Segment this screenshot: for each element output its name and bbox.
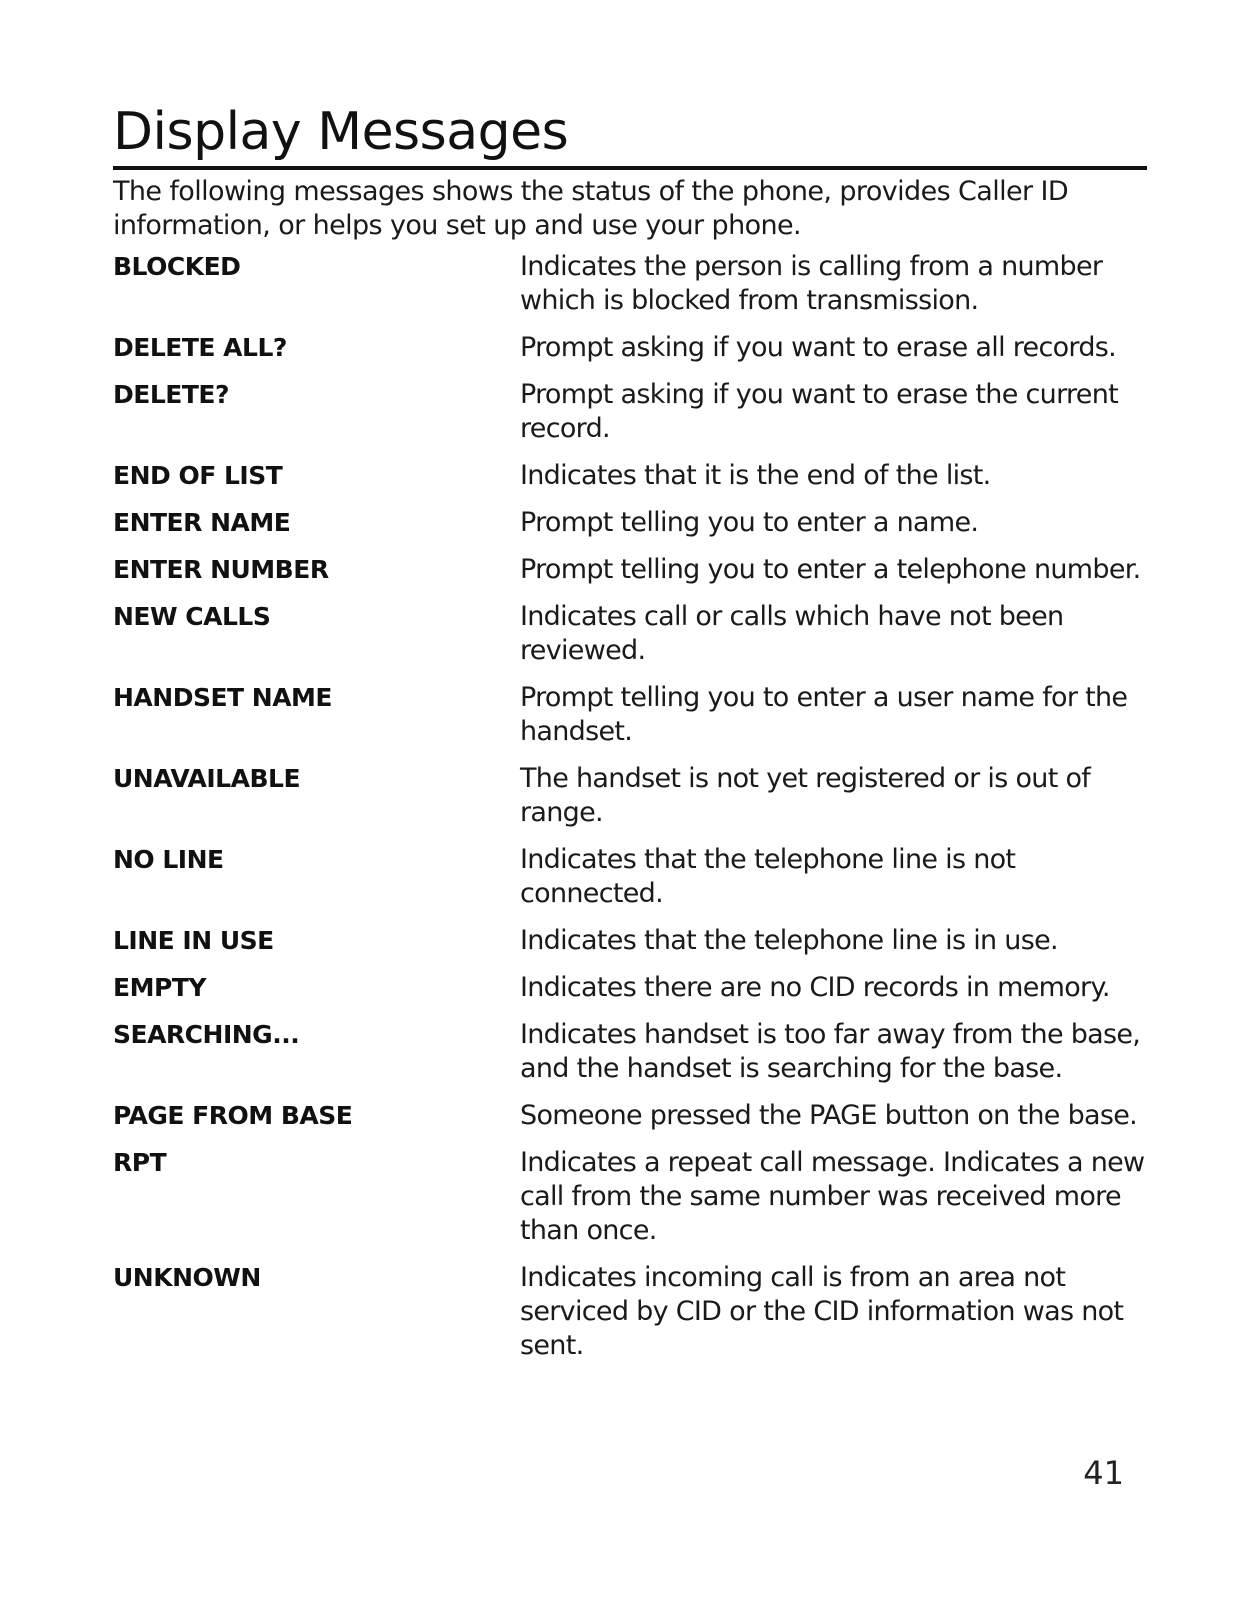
page-title: Display Messages bbox=[113, 102, 569, 162]
message-description: Prompt telling you to enter a name. bbox=[520, 507, 979, 538]
message-description: Indicates call or calls which have not been reviewed. bbox=[520, 601, 1064, 666]
message-row bbox=[113, 1146, 1153, 1248]
message-term: DELETE? bbox=[113, 380, 229, 409]
message-description: Indicates the person is calling from a number which is blocked from transmission. bbox=[520, 251, 1103, 316]
intro-paragraph: The following messages shows the status of the phone, provides Caller ID information, or helps you set up and use your phone. bbox=[113, 176, 1069, 241]
message-term: END OF LIST bbox=[113, 461, 283, 490]
message-term: DELETE ALL? bbox=[113, 333, 287, 362]
message-term: ENTER NUMBER bbox=[113, 555, 329, 584]
page-number: 41 bbox=[1083, 1454, 1124, 1492]
message-row bbox=[113, 378, 1153, 446]
message-description: Prompt telling you to enter a user name for the handset. bbox=[520, 682, 1128, 747]
message-term: NEW CALLS bbox=[113, 602, 271, 631]
message-description: Prompt telling you to enter a telephone number. bbox=[520, 554, 1141, 585]
message-row bbox=[113, 331, 1153, 365]
message-row bbox=[113, 600, 1153, 668]
message-row bbox=[113, 250, 1153, 318]
message-description: Someone pressed the PAGE button on the base. bbox=[520, 1100, 1138, 1131]
message-row bbox=[113, 1018, 1153, 1086]
message-description: Prompt asking if you want to erase the current record. bbox=[520, 379, 1119, 444]
message-term: BLOCKED bbox=[113, 252, 241, 281]
message-row bbox=[113, 506, 1153, 540]
display-messages-list bbox=[113, 250, 1153, 1376]
message-row bbox=[113, 762, 1153, 830]
title-underline bbox=[113, 166, 1147, 170]
message-term: EMPTY bbox=[113, 973, 206, 1002]
message-row bbox=[113, 1099, 1153, 1133]
message-term: NO LINE bbox=[113, 845, 224, 874]
message-description: The handset is not yet registered or is out of range. bbox=[520, 763, 1091, 828]
message-term: RPT bbox=[113, 1148, 167, 1177]
message-term: UNAVAILABLE bbox=[113, 764, 301, 793]
message-term: ENTER NAME bbox=[113, 508, 291, 537]
message-term: PAGE FROM BASE bbox=[113, 1101, 353, 1130]
message-description: Indicates that it is the end of the list. bbox=[520, 460, 991, 491]
message-description: Indicates incoming call is from an area not serviced by CID or the CID information was not sent. bbox=[520, 1262, 1124, 1361]
message-row bbox=[113, 553, 1153, 587]
message-description: Indicates that the telephone line is in use. bbox=[520, 925, 1058, 956]
message-row bbox=[113, 924, 1153, 958]
message-row bbox=[113, 843, 1153, 911]
message-row bbox=[113, 1261, 1153, 1363]
message-term: LINE IN USE bbox=[113, 926, 274, 955]
message-term: UNKNOWN bbox=[113, 1263, 261, 1292]
message-term: SEARCHING... bbox=[113, 1020, 300, 1049]
message-description: Indicates there are no CID records in memory. bbox=[520, 972, 1110, 1003]
message-description: Indicates a repeat call message. Indicates a new call from the same number was received more than once. bbox=[520, 1147, 1145, 1246]
message-description: Indicates handset is too far away from the base, and the handset is searching for the base. bbox=[520, 1019, 1141, 1084]
message-description: Prompt asking if you want to erase all records. bbox=[520, 332, 1117, 363]
message-description: Indicates that the telephone line is not connected. bbox=[520, 844, 1016, 909]
message-row bbox=[113, 971, 1153, 1005]
message-term: HANDSET NAME bbox=[113, 683, 333, 712]
message-row bbox=[113, 459, 1153, 493]
message-row bbox=[113, 681, 1153, 749]
